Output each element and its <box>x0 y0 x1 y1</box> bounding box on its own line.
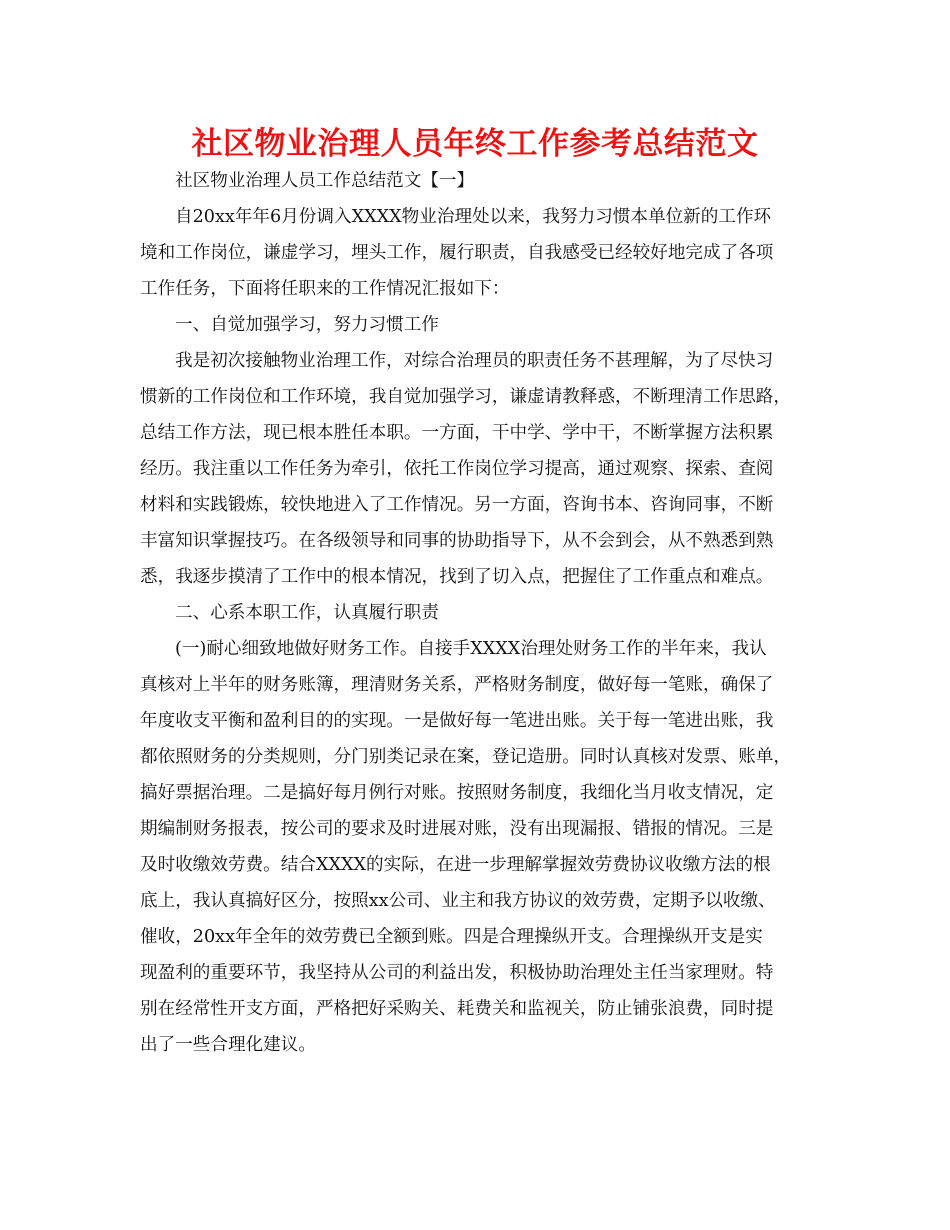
text-line: 及时收缴效劳费。结合XXXX的实际，在进一步理解掌握效劳费协议收缴方法的根 <box>140 855 771 875</box>
text-line: 材料和实践锻炼，较快地进入了工作情况。另一方面，咨询书本、咨询同事，不断 <box>140 495 774 515</box>
text-line: 底上，我认真搞好区分，按照xx公司、业主和我方协议的效劳费，定期予以收缴、 <box>140 891 776 911</box>
text-line: 搞好票据治理。二是搞好每月例行对账。按照财务制度，我细化当月收支情况，定 <box>140 783 774 803</box>
text-line: 一、自觉加强学习，努力习惯工作 <box>175 315 439 335</box>
text-line: 我是初次接触物业治理工作，对综合治理员的职责任务不甚理解，为了尽快习 <box>175 351 774 371</box>
text-line: 经历。我注重以工作任务为牵引，依托工作岗位学习提高，通过观察、探索、查阅 <box>140 459 774 479</box>
text-line: 别在经常性开支方面，严格把好采购关、耗费关和监视关，防止铺张浪费，同时提 <box>140 999 774 1019</box>
text-line: 年度收支平衡和盈利目的的实现。一是做好每一笔进出账。关于每一笔进出账，我 <box>140 711 774 731</box>
text-line: 催收，20xx年全年的效劳费已全额到账。四是合理操纵开支。合理操纵开支是实 <box>140 927 763 947</box>
text-line: 惯新的工作岗位和工作环境，我自觉加强学习，谦虚请教释惑，不断理清工作思路， <box>140 387 791 407</box>
text-line: 境和工作岗位，谦虚学习，埋头工作，履行职责，自我感受已经较好地完成了各项 <box>140 243 774 263</box>
text-line: 工作任务，下面将任职来的工作情况汇报如下： <box>140 279 510 299</box>
text-line: 社区物业治理人员工作总结范文【一】 <box>175 171 475 191</box>
text-line: 现盈利的重要环节，我坚持从公司的利益出发，积极协助治理处主任当家理财。特 <box>140 963 774 983</box>
text-line: 都依照财务的分类规则，分门别类记录在案，登记造册。同时认真核对发票、账单， <box>140 747 791 767</box>
text-line: 总结工作方法，现已根本胜任本职。一方面，干中学、学中干，不断掌握方法积累 <box>140 423 774 443</box>
text-line: 出了一些合理化建议。 <box>140 1035 316 1055</box>
document-title: 社区物业治理人员年终工作参考总结范文 <box>191 126 759 162</box>
text-line: 真核对上半年的财务账簿，理清财务关系，严格财务制度，做好每一笔账，确保了 <box>140 675 774 695</box>
text-line: 二、心系本职工作，认真履行职责 <box>175 603 439 623</box>
document-body <box>140 163 820 1063</box>
text-line: (一)耐心细致地做好财务工作。自接手XXXX治理处财务工作的半年来，我认 <box>175 639 767 659</box>
text-line: 丰富知识掌握技巧。在各级领导和同事的协助指导下，从不会到会，从不熟悉到熟 <box>140 531 774 551</box>
text-line: 悉，我逐步摸清了工作中的根本情况，找到了切入点，把握住了工作重点和难点。 <box>140 567 774 587</box>
text-line: 期编制财务报表，按公司的要求及时进展对账，没有出现漏报、错报的情况。三是 <box>140 819 774 839</box>
text-line: 自20xx年年6月份调入XXXX物业治理处以来，我努力习惯本单位新的工作环 <box>175 207 772 227</box>
